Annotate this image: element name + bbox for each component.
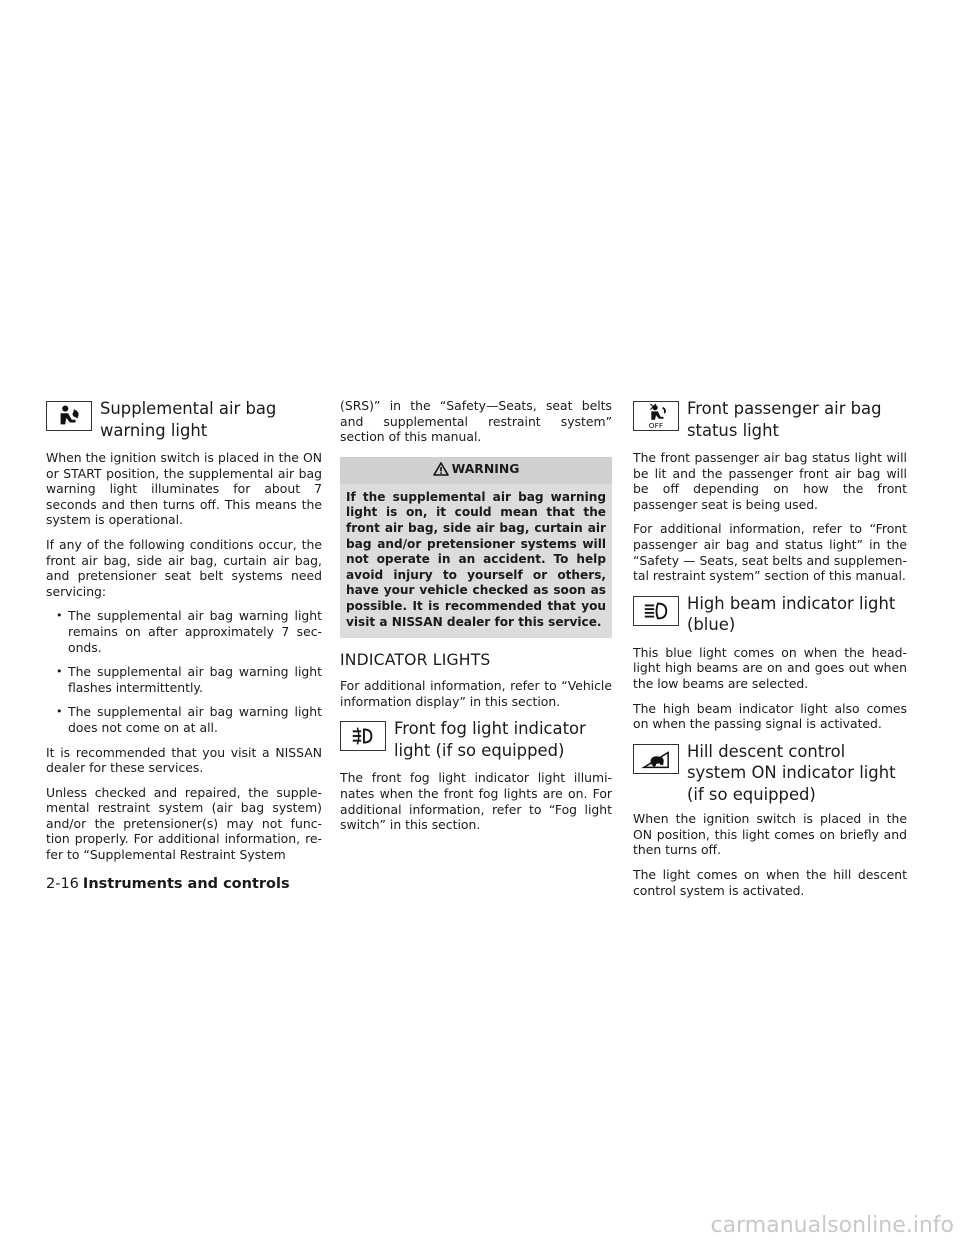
airbag-warning-icon (46, 401, 92, 431)
warning-title: WARNING (451, 460, 520, 476)
chapter-title: Instruments and controls (82, 876, 290, 892)
warning-title-bar (340, 457, 612, 484)
list-item: • The supplemental air bag warning light flashes intermittently. (46, 664, 322, 695)
hill-descent-icon (633, 744, 679, 774)
airbag-paragraph-2: If any of the following conditions occur, the front air bag, side air bag, curtain air bag, and pretensioner seat belt systems need servicing: (46, 536, 322, 599)
airbag-paragraph-continued: (SRS)” in the “Safety—Seats, seat belts and supplemental restraint system” section of this manual. (340, 398, 612, 445)
high-beam-paragraph-2: The high beam indicator light also comes on when the passing signal is activated. (633, 700, 907, 732)
high-beam-title: High beam indicator light (blue) (687, 593, 896, 635)
indicator-lights-title: INDICATOR LIGHTS (340, 651, 491, 670)
page-number: 2-16 (46, 876, 79, 892)
passenger-airbag-title: Front passenger air bag status light (687, 399, 882, 440)
warning-text: If the supplemental air bag warning light is on, it could mean that the front air bag, side air bag, curtain air bag and/or pretensioner systems will not operate in an accident. To help avoid injury to yourself or others, have your vehicle checked as soon as possible. It is recommended that you visit a NISSAN dealer for this service. (346, 489, 606, 629)
airbag-paragraph-4: Unless checked and repaired, the supple-mental restraint system (air bag system) and/or the pretensioner(s) may not func-tion properly. For additional information, re-fer to “Supplemental Restraint System (46, 784, 322, 863)
front-fog-light-icon (340, 721, 386, 751)
passenger-airbag-icon-label: OFF (648, 421, 664, 430)
watermark-text: carmanualsonline.info (710, 1213, 954, 1238)
hill-descent-heading (633, 741, 907, 806)
page-footer (46, 876, 290, 892)
airbag-condition-list (46, 608, 322, 735)
airbag-warning-title: Supplemental air bag warning light (100, 399, 277, 440)
indicator-info-paragraph: For additional information, refer to “Vehicle information display” in this section. (340, 678, 612, 709)
high-beam-icon (633, 596, 679, 626)
passenger-airbag-paragraph-1: The front passenger air bag status light will be lit and the passenger front air bag will be off depending on how the front passenger seat is being used. (633, 450, 907, 512)
passenger-airbag-off-icon (633, 401, 679, 431)
passenger-airbag-paragraph-2: For additional information, refer to “Front passenger air bag and status light” in the “Safety — Seats, seat belts and supplemen-tal restraint system” section of this manual. (633, 521, 907, 584)
fog-light-paragraph: The front fog light indicator light illumi-nates when the front fog lights are on. For additional information, refer to “Fog light switch” in this section. (340, 770, 612, 833)
airbag-paragraph-1: When the ignition switch is placed in the ON or START position, the supplemental air bag warning light illuminates for about 7 seconds and then turns off. This means the system is operational. (46, 450, 322, 528)
passenger-airbag-heading (633, 398, 907, 444)
hill-descent-paragraph-1: When the ignition switch is placed in the ON position, this light comes on briefly and then turns off. (633, 811, 907, 858)
column-left (46, 398, 322, 872)
high-beam-paragraph-1: This blue light comes on when the head-light high beams are on and goes out when the low beams are selected. (633, 644, 907, 691)
column-right (633, 398, 907, 907)
airbag-paragraph-3: It is recommended that you visit a NISSAN dealer for these services. (46, 744, 322, 776)
warning-triangle-icon (433, 461, 449, 483)
column-middle (340, 398, 612, 842)
warning-box (340, 457, 612, 638)
hill-descent-title: Hill descent control system ON indicator light (if so equipped) (687, 741, 896, 804)
fog-light-heading (340, 718, 612, 764)
fog-light-title: Front fog light indicator light (if so equipped) (394, 719, 586, 760)
list-item: • The supplemental air bag warning light does not come on at all. (46, 704, 322, 735)
airbag-warning-heading (46, 398, 322, 444)
hill-descent-paragraph-2: The light comes on when the hill descent control system is activated. (633, 867, 907, 898)
high-beam-heading (633, 593, 907, 639)
list-item: • The supplemental air bag warning light remains on after approximately 7 sec-onds. (46, 608, 322, 655)
